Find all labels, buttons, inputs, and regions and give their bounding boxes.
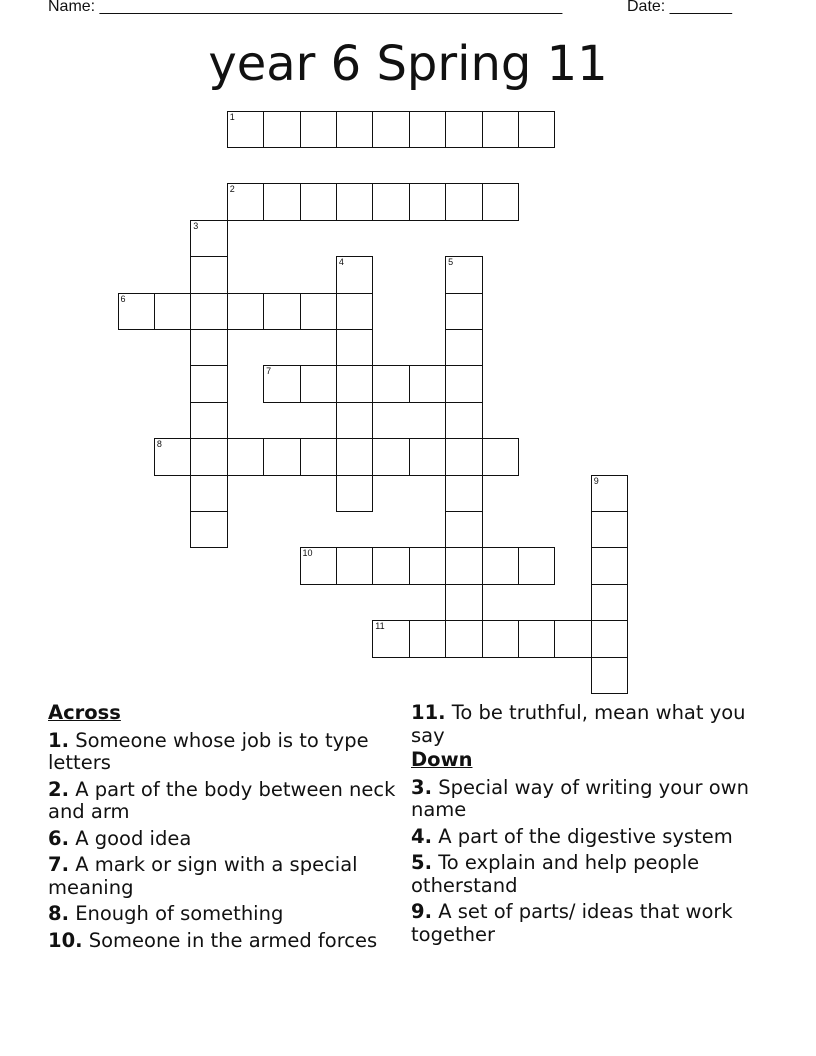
cell-number: 10 bbox=[302, 548, 313, 559]
grid-cell[interactable] bbox=[190, 365, 228, 403]
cell-number: 11 bbox=[375, 621, 385, 632]
grid-cell[interactable] bbox=[227, 438, 265, 476]
across-clue bbox=[411, 702, 756, 747]
grid-cell[interactable] bbox=[190, 220, 228, 258]
grid-cell[interactable] bbox=[190, 438, 228, 476]
clue-text: Enough of something bbox=[75, 902, 284, 925]
grid-cell[interactable] bbox=[445, 183, 483, 221]
down-clue bbox=[411, 777, 756, 822]
grid-cell[interactable] bbox=[518, 620, 556, 658]
clue-number: 3. bbox=[411, 775, 432, 799]
grid-cell[interactable] bbox=[336, 183, 374, 221]
grid-cell[interactable] bbox=[372, 438, 410, 476]
clue-number: 6. bbox=[48, 826, 69, 850]
grid-cell[interactable] bbox=[300, 547, 338, 585]
grid-cell[interactable] bbox=[300, 293, 338, 331]
grid-cell[interactable] bbox=[482, 111, 520, 149]
grid-cell[interactable] bbox=[445, 256, 483, 294]
cell-number: 7 bbox=[266, 366, 272, 377]
down-clue bbox=[411, 852, 756, 897]
grid-cell[interactable] bbox=[336, 547, 374, 585]
grid-cell[interactable] bbox=[190, 511, 228, 549]
grid-cell[interactable] bbox=[190, 293, 228, 331]
grid-cell[interactable] bbox=[263, 183, 301, 221]
across-clue bbox=[48, 730, 398, 775]
grid-cell[interactable] bbox=[227, 183, 265, 221]
clue-number: 5. bbox=[411, 851, 432, 874]
grid-cell[interactable] bbox=[409, 547, 447, 585]
clue-number: 2. bbox=[48, 777, 69, 801]
grid-cell[interactable] bbox=[372, 111, 410, 149]
grid-cell[interactable] bbox=[518, 111, 556, 149]
grid-cell[interactable] bbox=[482, 547, 520, 585]
grid-cell[interactable] bbox=[372, 183, 410, 221]
clue-text: A part of the body between neck and arm bbox=[48, 777, 396, 823]
clue-text: A set of parts/ ideas that work together bbox=[411, 900, 733, 946]
cell-number: 5 bbox=[448, 257, 454, 268]
grid-cell[interactable] bbox=[227, 111, 265, 149]
grid-cell[interactable] bbox=[482, 438, 520, 476]
grid-cell[interactable] bbox=[445, 438, 483, 476]
cell-number: 6 bbox=[120, 293, 126, 304]
grid-cell[interactable] bbox=[372, 620, 410, 658]
grid-cell[interactable] bbox=[518, 547, 556, 585]
page-title: year 6 Spring 11 bbox=[208, 36, 608, 92]
grid-cell[interactable] bbox=[190, 329, 228, 367]
across-clue bbox=[48, 779, 398, 824]
grid-cell[interactable] bbox=[336, 402, 374, 440]
clue-number: 1. bbox=[48, 728, 69, 752]
grid-cell[interactable] bbox=[445, 620, 483, 658]
grid-cell[interactable] bbox=[445, 511, 483, 549]
grid-cell[interactable] bbox=[300, 111, 338, 149]
cell-number: 9 bbox=[593, 475, 599, 486]
grid-cell[interactable] bbox=[591, 620, 629, 658]
grid-cell[interactable] bbox=[372, 365, 410, 403]
grid-cell[interactable] bbox=[409, 620, 447, 658]
grid-cell[interactable] bbox=[263, 438, 301, 476]
across-clue bbox=[48, 828, 398, 851]
grid-cell[interactable] bbox=[118, 293, 156, 331]
across-clue bbox=[48, 854, 398, 899]
clue-text: Someone whose job is to type letters bbox=[48, 728, 369, 774]
grid-cell[interactable] bbox=[482, 620, 520, 658]
date-line: Date: _______ bbox=[627, 0, 732, 15]
down-clue bbox=[411, 826, 756, 849]
clue-text: A good idea bbox=[75, 826, 192, 850]
clue-text: A mark or sign with a special meaning bbox=[48, 853, 358, 899]
grid-cell[interactable] bbox=[445, 475, 483, 513]
grid-cell[interactable] bbox=[591, 584, 629, 622]
clue-text: To be truthful, mean what you say bbox=[411, 701, 746, 747]
grid-cell[interactable] bbox=[591, 511, 629, 549]
clue-number: 10. bbox=[48, 928, 83, 952]
cell-number: 8 bbox=[156, 439, 162, 450]
grid-cell[interactable] bbox=[409, 183, 447, 221]
grid-cell[interactable] bbox=[409, 365, 447, 403]
grid-cell[interactable] bbox=[336, 111, 374, 149]
across-heading: Across bbox=[48, 701, 121, 724]
cell-number: 1 bbox=[229, 111, 235, 122]
grid-cell[interactable] bbox=[300, 365, 338, 403]
grid-cell[interactable] bbox=[445, 329, 483, 367]
across-clue bbox=[48, 903, 398, 926]
grid-cell[interactable] bbox=[554, 620, 592, 658]
grid-cell[interactable] bbox=[409, 111, 447, 149]
grid-cell[interactable] bbox=[190, 256, 228, 294]
cell-number: 3 bbox=[193, 220, 199, 231]
grid-cell[interactable] bbox=[445, 547, 483, 585]
grid-cell[interactable] bbox=[445, 402, 483, 440]
grid-cell[interactable] bbox=[336, 438, 374, 476]
clue-number: 7. bbox=[48, 853, 69, 876]
grid-cell[interactable] bbox=[336, 365, 374, 403]
cell-number: 4 bbox=[338, 257, 344, 268]
grid-cell[interactable] bbox=[336, 256, 374, 294]
grid-cell[interactable] bbox=[300, 438, 338, 476]
clue-text: Special way of writing your own name bbox=[411, 775, 749, 821]
clue-column-left bbox=[48, 702, 398, 956]
grid-cell[interactable] bbox=[336, 329, 374, 367]
cell-number: 2 bbox=[229, 184, 235, 195]
grid-cell[interactable] bbox=[409, 438, 447, 476]
grid-cell[interactable] bbox=[336, 293, 374, 331]
down-heading: Down bbox=[411, 748, 473, 771]
grid-cell[interactable] bbox=[263, 293, 301, 331]
grid-cell[interactable] bbox=[482, 183, 520, 221]
clue-number: 11. bbox=[411, 701, 446, 724]
grid-cell[interactable] bbox=[591, 475, 629, 513]
grid-cell[interactable] bbox=[263, 365, 301, 403]
clue-text: To explain and help people otherstand bbox=[411, 851, 700, 897]
grid-cell[interactable] bbox=[591, 657, 629, 695]
grid-cell[interactable] bbox=[445, 111, 483, 149]
grid-cell[interactable] bbox=[263, 111, 301, 149]
clue-column-right bbox=[411, 702, 756, 950]
grid-cell[interactable] bbox=[300, 183, 338, 221]
grid-cell[interactable] bbox=[190, 475, 228, 513]
grid-cell[interactable] bbox=[227, 293, 265, 331]
grid-cell[interactable] bbox=[445, 365, 483, 403]
clue-number: 4. bbox=[411, 824, 432, 848]
grid-cell[interactable] bbox=[445, 584, 483, 622]
grid-cell[interactable] bbox=[154, 438, 192, 476]
down-clue bbox=[411, 901, 756, 946]
grid-cell[interactable] bbox=[372, 547, 410, 585]
clue-text: Someone in the armed forces bbox=[88, 928, 378, 952]
grid-cell[interactable] bbox=[591, 547, 629, 585]
grid-cell[interactable] bbox=[445, 293, 483, 331]
name-line: Name: ____________________________________________________ bbox=[48, 0, 563, 15]
across-clue bbox=[48, 930, 398, 953]
grid-cell[interactable] bbox=[336, 475, 374, 513]
clue-number: 9. bbox=[411, 900, 432, 923]
grid-cell[interactable] bbox=[154, 293, 192, 331]
grid-cell[interactable] bbox=[190, 402, 228, 440]
clue-number: 8. bbox=[48, 902, 69, 925]
clue-text: A part of the digestive system bbox=[438, 824, 733, 848]
